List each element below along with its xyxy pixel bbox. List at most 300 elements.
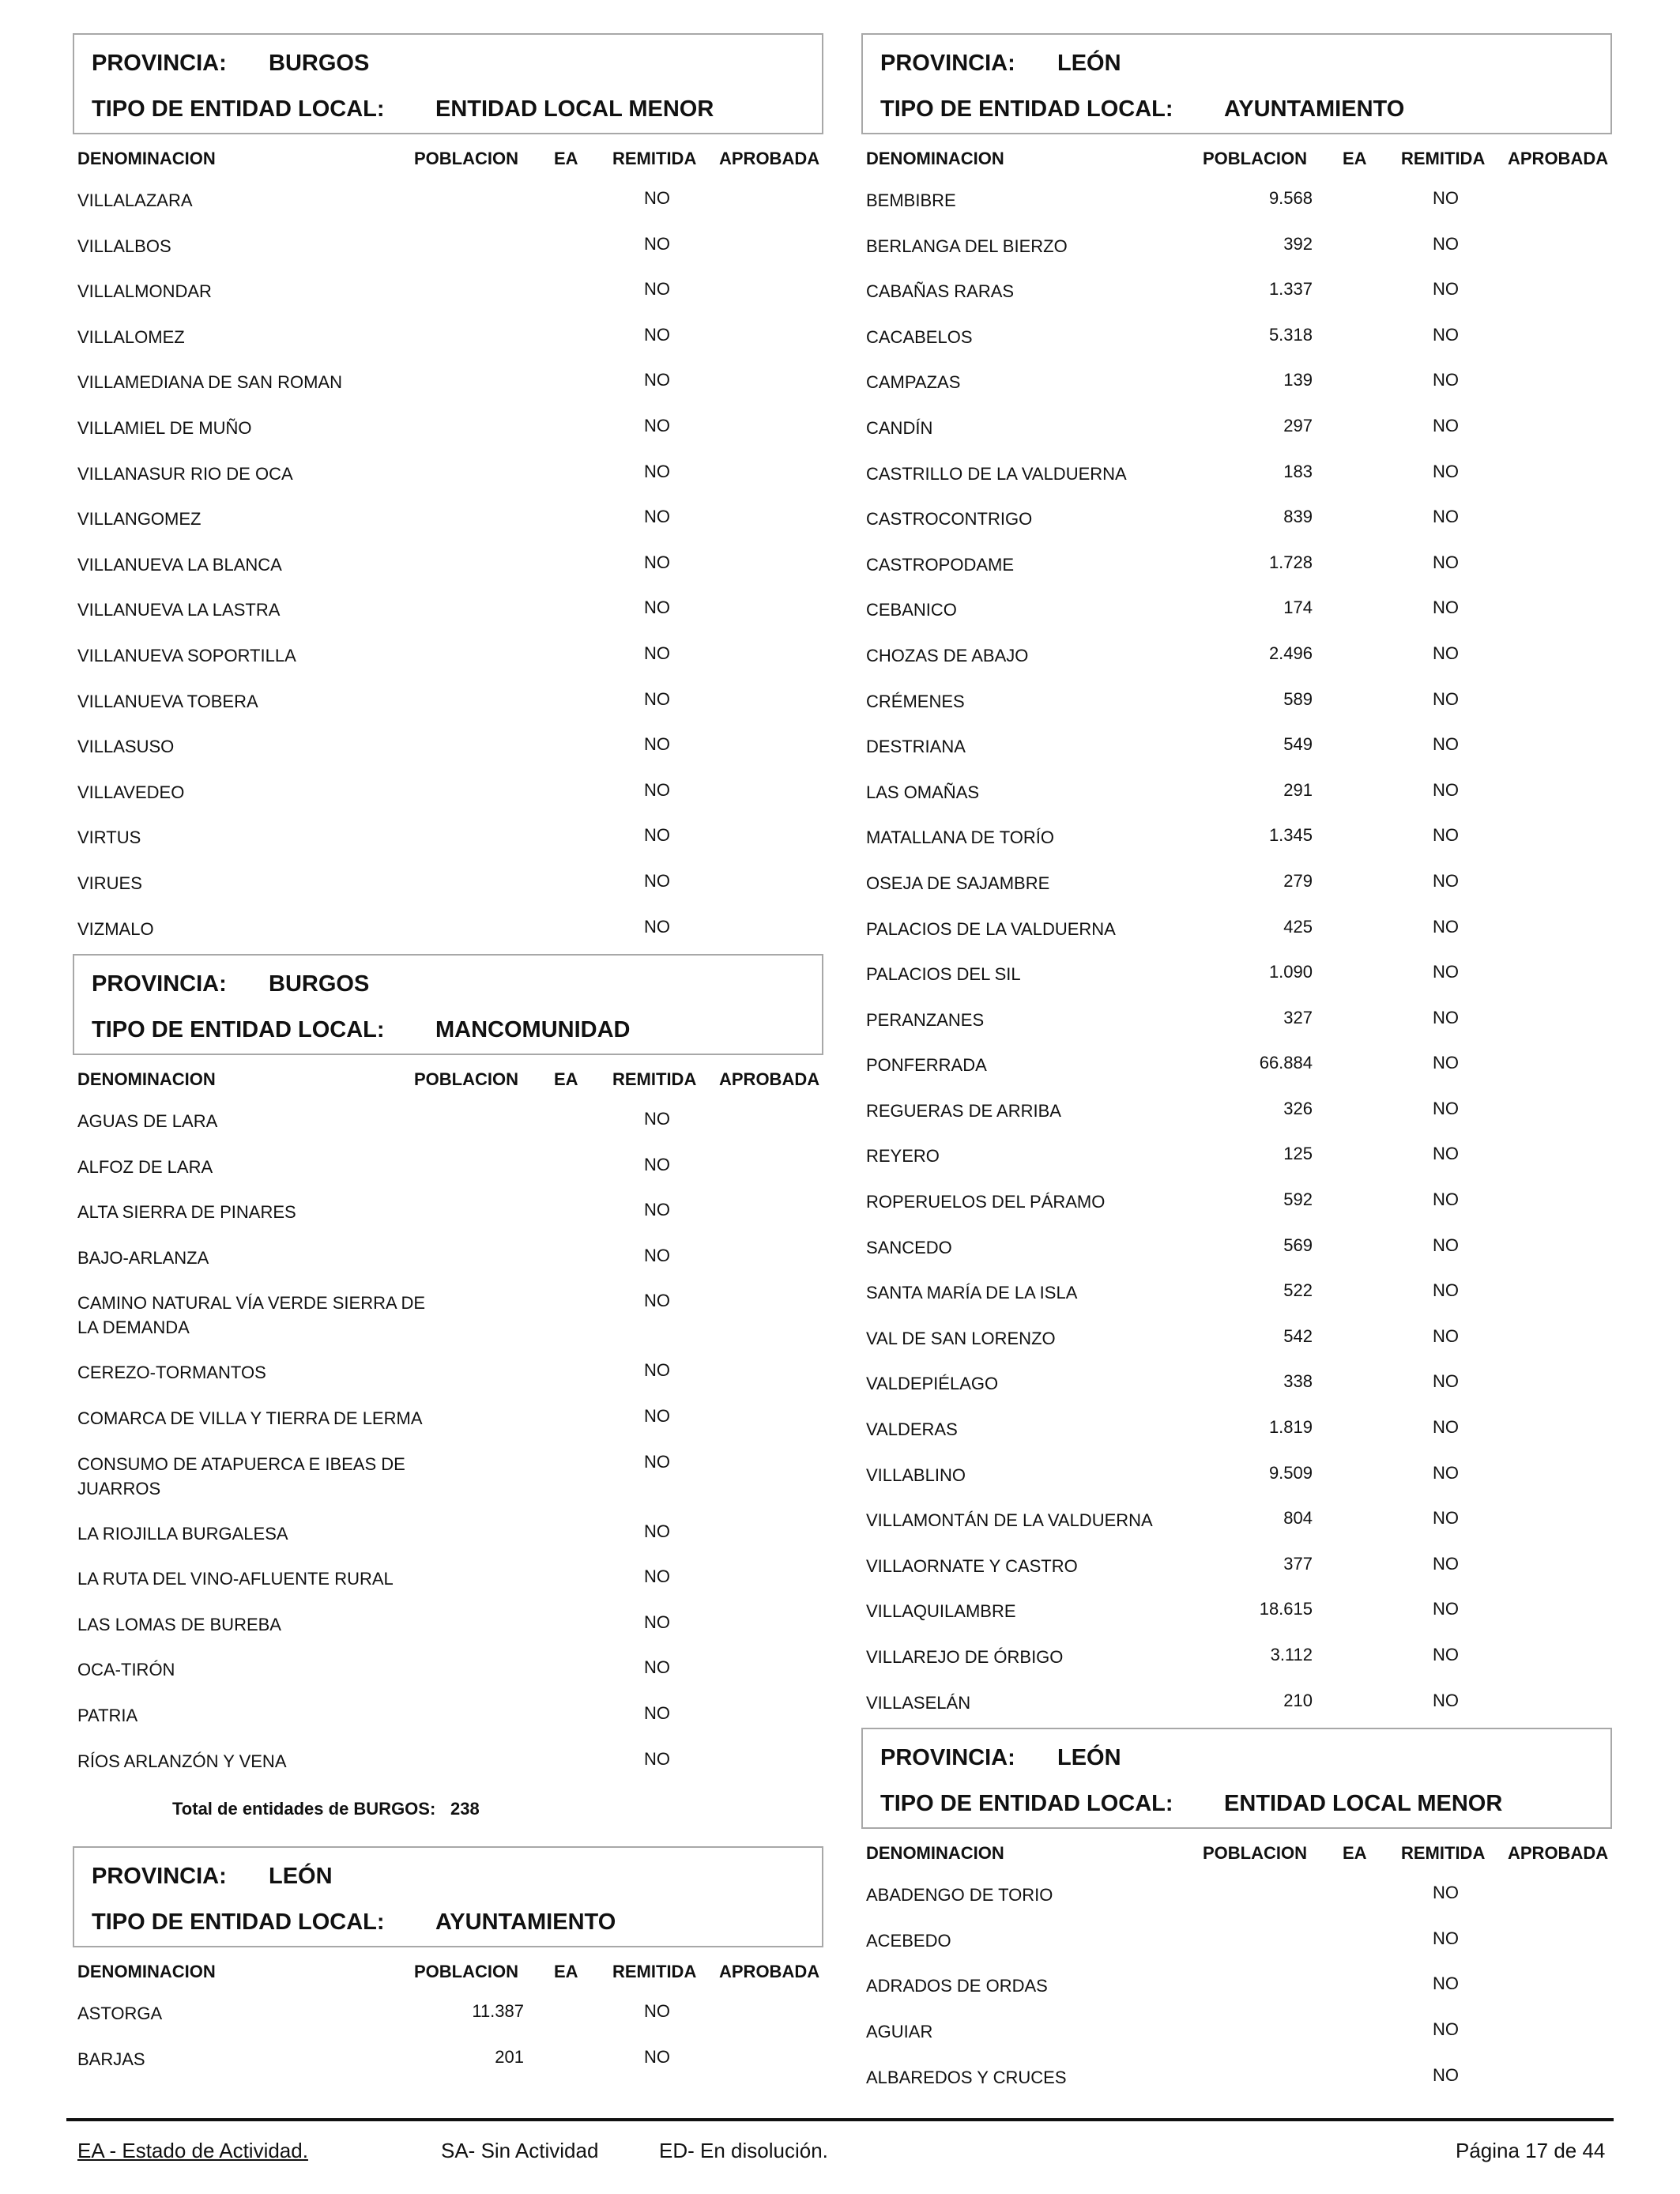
provincia-label: PROVINCIA: [92,971,227,997]
section-block [73,33,823,954]
remitida-cell: NO [1433,1599,1459,1619]
table-row [73,180,823,226]
remitida-cell: NO [1433,1645,1459,1664]
provincia-row [880,1742,1593,1788]
table-row [861,1875,1612,1921]
denominacion-cell: CAMINO NATURAL VÍA VERDE SIERRA DE LA DEMANDA [77,1293,426,1338]
col-header-poblacion: POBLACION [414,1962,518,1982]
denominacion-cell: CASTROCONTRIGO [866,509,1033,530]
remitida-cell: NO [644,1612,670,1632]
denominacion-cell: CASTRILLO DE LA VALDUERNA [866,463,1127,484]
denominacion-cell: ALBAREDOS Y CRUCES [866,2067,1067,2087]
table-row [861,590,1612,635]
table-row [73,271,823,317]
tipo-value: MANCOMUNIDAD [435,1017,631,1043]
denominacion-cell: COMARCA DE VILLA Y TIERRA DE LERMA [77,1408,423,1429]
table-row [861,317,1612,363]
provincia-row [92,1860,804,1906]
table-row [861,454,1612,499]
provincia-label: PROVINCIA: [880,51,1015,76]
tipo-label: TIPO DE ENTIDAD LOCAL: [880,1791,1173,1817]
footer-divider [66,2118,1614,2121]
remitida-cell: NO [1433,1371,1459,1392]
table-row [73,817,823,863]
column-headers [73,1055,823,1101]
col-header-poblacion: POBLACION [414,149,518,168]
remitida-cell: NO [644,1245,670,1265]
denominacion-cell: ADRADOS DE ORDAS [866,1976,1048,1996]
poblacion-cell: 3.112 [1270,1645,1313,1664]
remitida-cell: NO [644,1521,670,1541]
tipo-row [92,1014,804,1060]
denominacion-cell: CRÉMENES [866,691,965,711]
remitida-cell: NO [1433,552,1459,572]
tipo-label: TIPO DE ENTIDAD LOCAL: [92,1909,385,1936]
remitida-cell: NO [1433,1928,1459,1948]
table-row [73,1514,823,1559]
denominacion-cell: VALDERAS [866,1419,958,1440]
column-headers [861,134,1612,180]
denominacion-cell: PALACIOS DE LA VALDUERNA [866,918,1116,939]
remitida-cell: NO [644,598,670,618]
table-row [861,1091,1612,1137]
table-row [861,271,1612,317]
col-header-denominacion: DENOMINACION [77,1069,216,1090]
remitida-cell: NO [644,2001,670,2022]
remitida-cell: NO [644,1451,670,1472]
remitida-cell: NO [644,507,670,527]
footer-legend-ea: EA - Estado de Actividad. [77,2139,308,2162]
left-column [73,33,823,2084]
poblacion-cell: 297 [1283,415,1313,435]
denominacion-cell: VILLALOMEZ [77,326,185,347]
remitida-cell: NO [1433,598,1459,618]
denominacion-cell: VIRTUS [77,827,141,848]
remitida-cell: NO [644,825,670,846]
table-row [861,408,1612,454]
remitida-cell: NO [1433,1280,1459,1301]
poblacion-cell: 125 [1283,1144,1313,1164]
right-column [861,33,1612,2102]
poblacion-cell: 592 [1283,1189,1313,1210]
remitida-cell: NO [644,1360,670,1381]
table-row [73,726,823,772]
tipo-value: AYUNTAMIENTO [1224,96,1405,122]
remitida-cell: NO [1433,825,1459,846]
remitida-cell: NO [644,2046,670,2067]
denominacion-cell: VIZMALO [77,918,154,939]
table-row [73,226,823,272]
table-row [861,1591,1612,1637]
tipo-value: AYUNTAMIENTO [435,1909,616,1936]
col-header-aprobada: APROBADA [1508,149,1609,168]
tipo-label: TIPO DE ENTIDAD LOCAL: [92,1017,385,1043]
remitida-cell: NO [644,461,670,481]
table-row [73,1695,823,1741]
remitida-cell: NO [644,1291,670,1311]
denominacion-cell: CASTROPODAME [866,554,1015,575]
denominacion-cell: REGUERAS DE ARRIBA [866,1100,1061,1121]
denominacion-cell: ALFOZ DE LARA [77,1156,213,1177]
remitida-cell: NO [1433,1462,1459,1483]
denominacion-cell: DESTRIANA [866,737,966,757]
denominacion-cell: PERANZANES [866,1009,985,1030]
remitida-cell: NO [1433,1973,1459,1994]
col-header-remitida: REMITIDA [612,1069,697,1090]
poblacion-cell: 18.615 [1259,1599,1313,1619]
table-row [73,772,823,818]
denominacion-cell: BEMBIBRE [866,190,956,210]
remitida-cell: NO [1433,233,1459,254]
col-header-poblacion: POBLACION [1203,149,1307,168]
denominacion-cell: VILLANUEVA LA BLANCA [77,554,282,575]
provincia-value: BURGOS [269,51,370,76]
table-row [861,2011,1612,2057]
table-row [861,909,1612,955]
remitida-cell: NO [644,233,670,254]
denominacion-cell: VILLABLINO [866,1465,966,1485]
provincia-row [880,47,1593,93]
poblacion-cell: 9.568 [1268,188,1313,208]
section-header [861,1728,1612,1829]
remitida-cell: NO [644,415,670,435]
table-row [861,545,1612,590]
remitida-cell: NO [644,1154,670,1174]
col-header-aprobada: APROBADA [1508,1843,1609,1864]
denominacion-cell: BERLANGA DEL BIERZO [866,236,1068,256]
remitida-cell: NO [1433,1007,1459,1027]
denominacion-cell: ACEBEDO [866,1930,951,1951]
section-block [73,1846,823,2084]
denominacion-cell: CAMPAZAS [866,372,961,393]
section-block [73,954,823,1846]
denominacion-cell: LAS OMAÑAS [866,782,980,802]
col-header-denominacion: DENOMINACION [866,1843,1004,1864]
table-row [861,635,1612,681]
remitida-cell: NO [644,324,670,345]
denominacion-cell: REYERO [866,1146,940,1167]
remitida-cell: NO [1433,1053,1459,1073]
table-row [861,1045,1612,1091]
col-header-ea: EA [1343,149,1367,168]
denominacion-cell: PATRIA [77,1706,138,1726]
table-row [861,817,1612,863]
remitida-cell: NO [1433,188,1459,208]
denominacion-cell: CEREZO-TORMANTOS [77,1363,266,1383]
table-row [861,726,1612,772]
poblacion-cell: 542 [1283,1325,1313,1346]
table-row [73,362,823,408]
table-row [73,909,823,955]
remitida-cell: NO [1433,370,1459,390]
table-row [73,317,823,363]
table-row [73,408,823,454]
col-header-aprobada: APROBADA [719,1069,820,1090]
remitida-cell: NO [1433,779,1459,800]
table-row [73,499,823,545]
section-block [861,1728,1612,2102]
col-header-ea: EA [554,1962,578,1982]
col-header-ea: EA [554,149,578,168]
poblacion-cell: 338 [1283,1371,1313,1392]
denominacion-cell: ASTORGA [77,2004,163,2024]
denominacion-cell: CEBANICO [866,600,957,620]
table-row [861,863,1612,909]
tipo-label: TIPO DE ENTIDAD LOCAL: [880,96,1173,122]
col-header-poblacion: POBLACION [414,1069,518,1090]
col-header-ea: EA [1343,1843,1367,1864]
remitida-cell: NO [644,1748,670,1769]
poblacion-cell: 377 [1283,1553,1313,1574]
remitida-cell: NO [644,870,670,891]
table-row [73,1283,823,1352]
denominacion-cell: VILLAQUILAMBRE [866,1601,1016,1622]
denominacion-cell: CANDÍN [866,417,933,438]
table-row [73,863,823,909]
denominacion-cell: VILLASELÁN [866,1692,971,1713]
table-row [73,454,823,499]
remitida-cell: NO [1433,688,1459,709]
denominacion-cell: SANTA MARÍA DE LA ISLA [866,1283,1078,1303]
page-number: Página 17 de 44 [1456,2139,1606,2162]
poblacion-cell: 392 [1283,233,1313,254]
remitida-cell: NO [644,1200,670,1220]
denominacion-cell: VILLAVEDEO [77,782,185,802]
remitida-cell: NO [644,688,670,709]
remitida-cell: NO [644,779,670,800]
poblacion-cell: 183 [1283,461,1313,481]
remitida-cell: NO [1433,734,1459,755]
table-row [861,1227,1612,1273]
table-row [73,1147,823,1193]
remitida-cell: NO [1433,1883,1459,1903]
table-row [861,1546,1612,1592]
provincia-label: PROVINCIA: [92,1864,227,1890]
denominacion-cell: OSEJA DE SAJAMBRE [866,873,1050,893]
col-header-denominacion: DENOMINACION [77,149,216,168]
denominacion-cell: VIRUES [77,873,142,893]
table-row [73,1604,823,1650]
remitida-cell: NO [1433,2019,1459,2039]
col-header-poblacion: POBLACION [1203,1843,1307,1864]
poblacion-cell: 327 [1283,1007,1313,1027]
section-header [73,1846,823,1947]
poblacion-cell: 2.496 [1268,643,1313,663]
denominacion-cell: VILLALMONDAR [77,281,212,302]
table-row [861,1136,1612,1182]
remitida-cell: NO [644,1657,670,1678]
remitida-cell: NO [1433,1235,1459,1255]
remitida-cell: NO [1433,1325,1459,1346]
table-row [861,1637,1612,1683]
poblacion-cell: 326 [1283,1098,1313,1118]
column-headers [73,134,823,180]
denominacion-cell: RÍOS ARLANZÓN Y VENA [77,1751,287,1771]
denominacion-cell: VILLAMIEL DE MUÑO [77,417,252,438]
denominacion-cell: VALDEPIÉLAGO [866,1374,999,1394]
tipo-row [880,93,1593,139]
remitida-cell: NO [644,916,670,937]
denominacion-cell: VILLAMEDIANA DE SAN ROMAN [77,372,342,393]
total-value: 238 [450,1799,480,1819]
remitida-cell: NO [1433,643,1459,663]
provincia-value: LEÓN [1057,1745,1121,1771]
table-row [861,362,1612,408]
table-row [73,1741,823,1787]
remitida-cell: NO [644,1566,670,1587]
table-row [73,635,823,681]
table-row [73,1559,823,1604]
table-row [861,681,1612,727]
denominacion-cell: VILLANGOMEZ [77,509,202,530]
poblacion-cell: 174 [1283,598,1313,618]
tipo-label: TIPO DE ENTIDAD LOCAL: [92,96,385,122]
poblacion-cell: 210 [1283,1690,1313,1710]
remitida-cell: NO [644,643,670,663]
table-row [861,499,1612,545]
provincia-value: LEÓN [269,1864,333,1890]
remitida-cell: NO [644,552,670,572]
table-row [861,1500,1612,1546]
table-row [861,1272,1612,1318]
col-header-remitida: REMITIDA [612,149,697,168]
footer-legend-sa: SA- Sin Actividad [441,2139,599,2162]
denominacion-cell: CACABELOS [866,326,973,347]
table-row [861,1966,1612,2011]
remitida-cell: NO [1433,1553,1459,1574]
denominacion-cell: OCA-TIRÓN [77,1660,175,1680]
table-row [861,1000,1612,1046]
denominacion-cell: ROPERUELOS DEL PÁRAMO [866,1192,1106,1212]
remitida-cell: NO [1433,324,1459,345]
table-row [73,1192,823,1238]
table-row [861,1363,1612,1409]
denominacion-cell: CABAÑAS RARAS [866,281,1015,302]
section-header [73,954,823,1055]
table-row [73,590,823,635]
table-row [73,1398,823,1444]
denominacion-cell: CHOZAS DE ABAJO [866,645,1029,665]
remitida-cell: NO [1433,870,1459,891]
poblacion-cell: 1.345 [1268,825,1313,846]
remitida-cell: NO [1433,1508,1459,1529]
poblacion-cell: 291 [1283,779,1313,800]
table-row [73,1444,823,1514]
table-row [73,1238,823,1284]
table-row [861,1182,1612,1227]
denominacion-cell: PONFERRADA [866,1055,987,1076]
remitida-cell: NO [644,370,670,390]
denominacion-cell: LA RUTA DEL VINO-AFLUENTE RURAL [77,1569,394,1589]
provincia-label: PROVINCIA: [880,1745,1015,1771]
denominacion-cell: VILLAMONTÁN DE LA VALDUERNA [866,1510,1153,1531]
column-headers [861,1829,1612,1875]
col-header-denominacion: DENOMINACION [77,1962,216,1982]
poblacion-cell: 66.884 [1259,1053,1313,1073]
tipo-value: ENTIDAD LOCAL MENOR [435,96,714,122]
table-row [861,954,1612,1000]
remitida-cell: NO [1433,1417,1459,1438]
table-row [861,1921,1612,1966]
total-label: Total de entidades de BURGOS: [172,1799,436,1819]
table-row [73,1352,823,1398]
denominacion-cell: LA RIOJILLA BURGALESA [77,1523,288,1544]
table-row [861,2057,1612,2103]
footer-legend-ed: ED- En disolución. [659,2139,828,2162]
poblacion-cell: 569 [1283,1235,1313,1255]
denominacion-cell: VILLANUEVA LA LASTRA [77,600,281,620]
col-header-aprobada: APROBADA [719,1962,820,1982]
remitida-cell: NO [644,734,670,755]
poblacion-cell: 425 [1283,916,1313,937]
poblacion-cell: 1.819 [1268,1417,1313,1438]
table-row [73,1101,823,1147]
table-row [73,1649,823,1695]
remitida-cell: NO [1433,279,1459,300]
remitida-cell: NO [1433,1144,1459,1164]
denominacion-cell: VILLANUEVA TOBERA [77,691,258,711]
remitida-cell: NO [644,1703,670,1724]
col-header-ea: EA [554,1069,578,1090]
denominacion-cell: AGUIAR [866,2021,933,2041]
remitida-cell: NO [644,188,670,208]
table-row [73,2039,823,2085]
col-header-remitida: REMITIDA [1401,1843,1486,1864]
poblacion-cell: 1.728 [1268,552,1313,572]
poblacion-cell: 9.509 [1268,1462,1313,1483]
poblacion-cell: 522 [1283,1280,1313,1301]
denominacion-cell: VILLALAZARA [77,190,193,210]
remitida-cell: NO [1433,1189,1459,1210]
poblacion-cell: 279 [1283,870,1313,891]
denominacion-cell: CONSUMO DE ATAPUERCA E IBEAS DE JUARROS [77,1453,405,1498]
denominacion-cell: VILLASUSO [77,737,175,757]
tipo-row [880,1788,1593,1834]
section-header [861,33,1612,134]
provincia-value: LEÓN [1057,51,1121,76]
section-header [73,33,823,134]
poblacion-cell: 589 [1283,688,1313,709]
denominacion-cell: SANCEDO [866,1237,952,1257]
provincia-label: PROVINCIA: [92,51,227,76]
poblacion-cell: 201 [495,2046,524,2067]
denominacion-cell: AGUAS DE LARA [77,1111,218,1132]
poblacion-cell: 549 [1283,734,1313,755]
denominacion-cell: ABADENGO DE TORIO [866,1885,1053,1906]
remitida-cell: NO [1433,461,1459,481]
denominacion-cell: LAS LOMAS DE BUREBA [77,1614,281,1634]
denominacion-cell: VILLANUEVA SOPORTILLA [77,645,296,665]
provincia-value: BURGOS [269,971,370,997]
table-row [861,1455,1612,1501]
table-row [861,772,1612,818]
tipo-value: ENTIDAD LOCAL MENOR [1224,1791,1503,1817]
denominacion-cell: BAJO-ARLANZA [77,1247,209,1268]
remitida-cell: NO [644,279,670,300]
poblacion-cell: 1.337 [1268,279,1313,300]
table-row [861,180,1612,226]
remitida-cell: NO [1433,962,1459,982]
col-header-remitida: REMITIDA [1401,149,1486,168]
denominacion-cell: VILLAREJO DE ÓRBIGO [866,1647,1064,1667]
table-row [861,1683,1612,1728]
denominacion-cell: ALTA SIERRA DE PINARES [77,1202,296,1223]
denominacion-cell: VILLALBOS [77,236,171,256]
denominacion-cell: VILLANASUR RIO DE OCA [77,463,293,484]
remitida-cell: NO [1433,415,1459,435]
remitida-cell: NO [1433,916,1459,937]
remitida-cell: NO [1433,507,1459,527]
